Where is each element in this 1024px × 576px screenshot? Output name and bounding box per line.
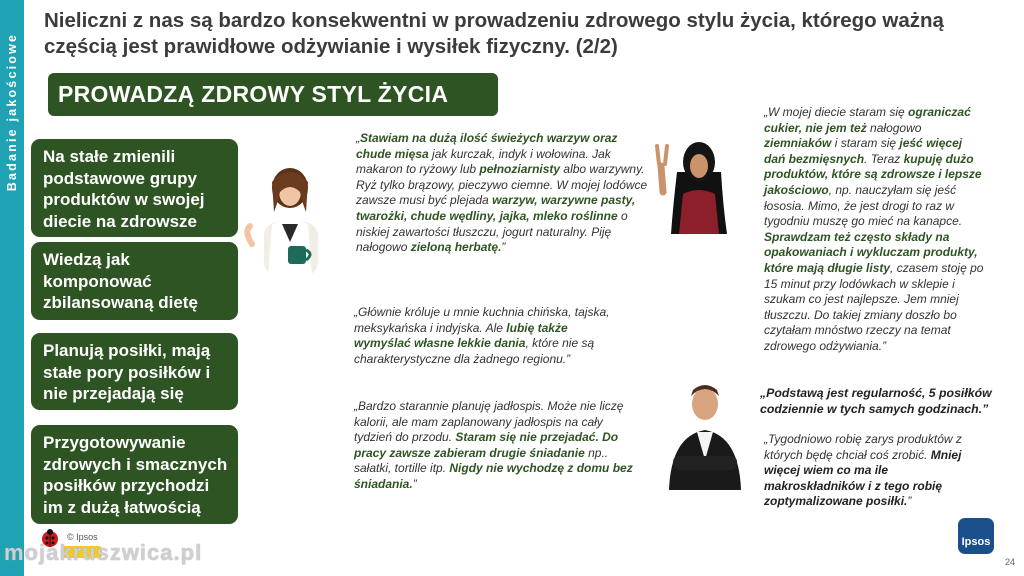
quote-segment: Stawiam na dużą ilość świeżych warzyw oraz chude mięsa [356, 131, 618, 161]
quote-segment: ” [907, 494, 912, 509]
quote-segment: ” [501, 240, 506, 255]
side-banner [0, 0, 24, 576]
quote-segment: „Tygodniowo robię zarys produktów z których będę chciał coś zrobić. [764, 432, 962, 462]
copyright: © Ipsos [67, 532, 98, 542]
quote-segment: , np. nauczyłam się jeść łososia. Mimo, że jest drogi to raz w tygodniu muszę go mieć na kanapce. [764, 182, 963, 229]
quote-segment: jak kurczak, indyk i wołowina. Jak makaron to ryżowy lub [356, 146, 611, 177]
quote-segment: o niskiej zawartości tłuszczu, jogurt naturalny. Piję nałogowo [356, 208, 628, 255]
insight-box-2: Wiedzą jak komponować zbilansowaną dietę [31, 242, 238, 320]
quote-segment: pełnoziarnisty [479, 162, 561, 177]
slide-title: Nieliczni z nas są bardzo konsekwentni w prowadzeniu zdrowego stylu życia, którego ważną częścią jest prawidłowe odżywianie i wysiłek fizyczny. (2/2) [44, 9, 944, 58]
quote-segment: warzyw, warzywne pasty, twarożki, chude wędliny, jajka, mleko roślinne [356, 193, 636, 223]
quote-limit-sugar [764, 105, 986, 355]
woman-holding-mug-photo [242, 162, 338, 276]
page-number: 24 [1005, 557, 1016, 567]
section-banner [48, 73, 498, 116]
quote-meal-planning [354, 399, 638, 493]
quote-segment: i staram się [831, 136, 900, 151]
quote-segment: zieloną herbatę. [410, 240, 502, 255]
insight-box-3: Planują posiłki, mają stałe pory posiłków i nie przejadają się [31, 333, 238, 410]
man-arms-crossed-photo [663, 378, 747, 490]
quote-segment: nałogowo [866, 120, 922, 135]
ipsos-logo: Ipsos [958, 518, 994, 554]
quote-segment: Staram się nie przejadać. Do pracy zawsze zabieram drugie śniadanie [354, 430, 619, 460]
quote-segment: Sprawdzam też często składy na opakowaniach i wykluczam produkty, które mają długie listy [764, 229, 978, 275]
quote-segment: jeść więcej dań bezmięsnych [764, 136, 963, 166]
quote-segment: Mniej więcej wiem co ma ile makroskładników i z tego robię zoptymalizowane posiłki. [764, 447, 962, 509]
quote-segment: albo warzywny. Ryż tylko brązowy, pieczywo ciemne. W mojej lodówce zawsze musi być plejada [356, 162, 648, 208]
quote-segment: „W mojej diecie staram się [764, 105, 909, 119]
quote-macros [764, 432, 986, 510]
quote-segment: „ [356, 131, 360, 145]
woman-peace-sign-photo [653, 136, 745, 234]
quote-segment: . Teraz [864, 151, 904, 166]
section-banner-label: PROWADZĄ ZDROWY STYL ŻYCIA [58, 81, 449, 107]
quote-regularity-headline: „Podstawą jest regularność, 5 posiłków codziennie w tych samych godzinach.” [760, 386, 992, 416]
quote-segment: ziemniaków [764, 136, 832, 151]
quote-diet-products [356, 131, 648, 256]
side-banner-label: Badanie jakościowe [5, 32, 19, 192]
quote-segment: lubię także wymyślać własne lekkie dania [354, 320, 568, 351]
quote-segment: „Bardzo starannie planuję jadłospis. Może nie liczę kalorii, ale mam zaplanowany jadłospis na cały tydzień do przodu. [354, 399, 624, 445]
quote-segment: Nigdy nie wychodzę z domu bez śniadania. [354, 461, 633, 491]
quote-segment: ” [412, 476, 417, 491]
quote-cuisine [354, 305, 616, 367]
quote-segment: ograniczać cukier, nie jem też [764, 105, 971, 135]
quote-segment: np.. sałatki, tortille itp. [354, 445, 609, 476]
insight-box-1: Na stałe zmienili podstawowe grupy produktów w swojej diecie na zdrowsze [31, 139, 238, 237]
quote-segment: , czasem stoję po 15 minut przy lodówkach w sklepie i szukam co jest najlepsze. Jem mniej tłuszczu. Do takiej zmiany doszło bo czytałam mnóstwo rzeczy na temat zdrowego odżywiania.” [764, 260, 984, 353]
watermark-text: mojakruszwica.pl [4, 540, 203, 565]
quote-segment: „Głównie króluje u mnie kuchnia chińska, tajska, meksykańska i indyjska. Ale [354, 305, 610, 335]
quote-segment: kupuję dużo produktów, które są zdrowsze i lepsze jakościowo [764, 151, 982, 197]
insight-box-4: Przygotowywanie zdrowych i smacznych posiłków przychodzi im z dużą łatwością [31, 425, 238, 524]
quote-segment: , które nie są charakterystyczne dla żadnego regionu.” [354, 336, 595, 366]
